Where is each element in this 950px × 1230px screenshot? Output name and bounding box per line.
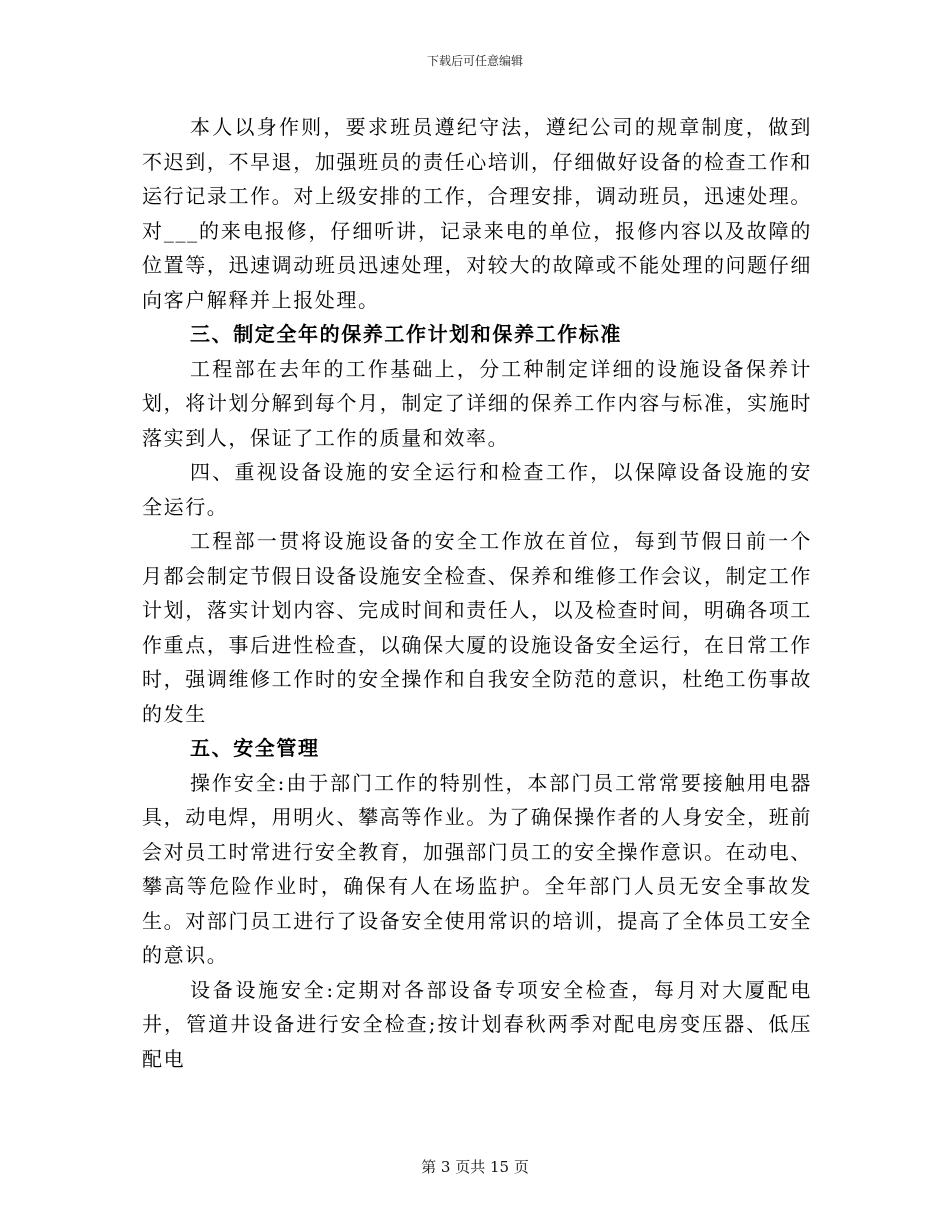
page-footer: 第 3 页共 15 页 bbox=[421, 1158, 529, 1176]
paragraph-1: 本人以身作则，要求班员遵纪守法，遵纪公司的规章制度，做到不迟到，不早退，加强班员的责任心培训，仔细做好设备的检查工作和运行记录工作。对上级安排的工作，合理安排，调动班员，迅速处理。对___的来电报修，仔细听讲，记录来电的单位，报修内容以及故障的位置等，迅速调动班员迅速处理，对较大的故障或不能处理的问题仔细向客户解释并上报处理。 bbox=[142, 115, 812, 312]
paragraph-3: 四、重视设备设施的安全运行和检查工作，以保障设备设施的安全运行。 bbox=[142, 460, 812, 519]
section-heading-5: 五、安全管理 bbox=[190, 736, 320, 760]
paragraph-2: 工程部在去年的工作基础上，分工种制定详细的设施设备保养计划，将计划分解到每个月，制定了详细的保养工作内容与标准，实施时落实到人，保证了工作的质量和效率。 bbox=[142, 356, 812, 450]
paragraph-4: 工程部一贯将设施设备的安全工作放在首位，每到节假日前一个月都会制定节假日设备设施安全检查、保养和维修工作会议，制定工作计划，落实计划内容、完成时间和责任人，以及检查时间，明确各项工作重点，事后进性检查，以确保大厦的设施设备安全运行，在日常工作时，强调维修工作时的安全操作和自我安全防范的意识，杜绝工伤事故的发生 bbox=[142, 529, 812, 726]
paragraph-5: 操作安全:由于部门工作的特别性，本部门员工常常要接触用电器具，动电焊，用明火、攀高等作业。为了确保操作者的人身安全，班前会对员工时常进行安全教育，加强部门员工的安全操作意识。在动电、攀高等危险作业时，确保有人在场监护。全年部门人员无安全事故发生。对部门员工进行了设备安全使用常识的培训，提高了全体员工安全的意识。 bbox=[142, 770, 812, 967]
document-body bbox=[142, 110, 812, 1076]
section-heading-3: 三、制定全年的保养工作计划和保养工作标准 bbox=[190, 322, 622, 346]
page-header: 下载后可任意编辑 bbox=[426, 54, 523, 68]
paragraph-6: 设备设施安全:定期对各部设备专项安全检查，每月对大厦配电井，管道井设备进行安全检查;按计划春秋两季对配电房变压器、低压配电 bbox=[142, 977, 812, 1071]
